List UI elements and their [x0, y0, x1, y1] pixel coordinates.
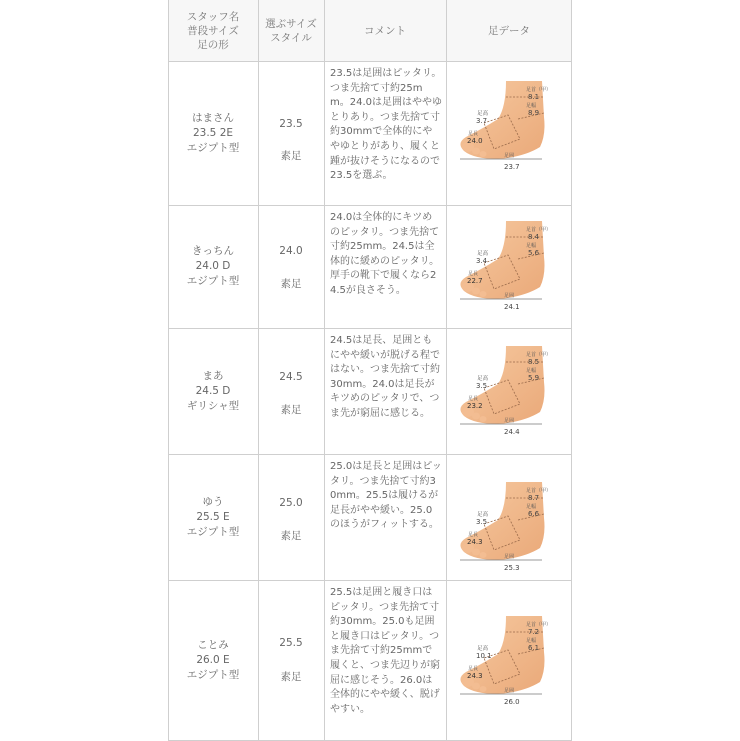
foot-diagram-icon — [454, 77, 564, 177]
table-row — [168, 580, 572, 741]
foot-height-value: 3.7 — [476, 117, 488, 125]
width-value: 5.6 — [528, 249, 540, 257]
width-label: 足幅 — [526, 638, 537, 644]
circumference-label: 足囲 — [504, 153, 515, 159]
instep-label: 足首（甲） — [526, 488, 552, 494]
toe-height-label: 足高 — [477, 111, 489, 117]
foot-diagram-icon — [454, 217, 564, 317]
circumference-label: 足囲 — [504, 293, 515, 299]
length-value: 22.7 — [467, 277, 483, 285]
foot-data-cell — [446, 61, 572, 205]
table-row — [168, 61, 572, 206]
header-foot-data: 足データ — [488, 24, 530, 37]
circumference-value: 24.1 — [504, 303, 520, 311]
selected-size: 23.5 — [279, 118, 303, 130]
circumference-label: 足囲 — [504, 688, 515, 694]
size-cell — [258, 205, 324, 328]
foot-diagram-icon — [454, 478, 564, 578]
toe-height-label: 足高 — [477, 251, 489, 257]
comment-cell: 24.5は足長、足囲ともにやや緩いが脱げる程ではない。つま先捨て寸約30mm。24.0は足長がキツめのピッタリで、つま先が窮屈に感じる。 — [330, 335, 440, 419]
selected-size: 25.0 — [279, 497, 303, 509]
size-cell — [258, 580, 324, 740]
width-label: 足幅 — [526, 368, 537, 374]
selected-size: 25.5 — [279, 637, 303, 649]
length-label: 足長 — [468, 271, 479, 277]
length-label: 足長 — [468, 396, 479, 402]
foot-data-cell — [446, 205, 572, 328]
foot-data-cell — [446, 454, 572, 580]
toe-height-label: 足高 — [477, 512, 489, 518]
table-row — [168, 328, 572, 455]
circumference-value: 25.3 — [504, 564, 520, 572]
foot-data-cell — [446, 580, 572, 740]
foot-height-value: 3.5 — [476, 382, 488, 390]
instep-value: 8.4 — [528, 233, 540, 241]
circumference-value: 26.0 — [504, 698, 520, 706]
table-row — [168, 205, 572, 329]
wear-style: 素足 — [280, 530, 302, 542]
length-label: 足長 — [468, 666, 479, 672]
size-cell — [258, 61, 324, 205]
header-staff: スタッフ名 普段サイズ 足の形 — [186, 10, 240, 51]
instep-value: 8.5 — [528, 358, 540, 366]
staff-cell: まあ 24.5 D ギリシャ型 — [186, 369, 240, 412]
foot-height-value: 10.1 — [476, 652, 492, 660]
length-value: 24.0 — [467, 137, 483, 145]
selected-size: 24.0 — [279, 245, 303, 257]
staff-cell: きっちん 24.0 D エジプト型 — [186, 245, 240, 287]
instep-value: 7.2 — [528, 628, 540, 636]
length-value: 24.3 — [467, 672, 483, 680]
width-value: 8.9 — [528, 109, 540, 117]
length-label: 足長 — [468, 532, 479, 538]
width-label: 足幅 — [526, 504, 537, 510]
size-comparison-table — [168, 0, 572, 740]
circumference-value: 23.7 — [504, 163, 520, 171]
width-value: 6.1 — [528, 644, 540, 652]
comment-cell: 23.5は足囲はピッタリ。つま先捨て寸約25mm。24.0は足囲はややゆとりあり。つま先捨て寸約30mmで全体的にややゆとりがあり、履くと踵が抜けそうになるので23.5を選ぶ。 — [330, 68, 443, 182]
instep-label: 足首（甲） — [526, 87, 552, 93]
table-header — [168, 0, 572, 62]
width-label: 足幅 — [526, 103, 537, 109]
foot-diagram-icon — [454, 342, 564, 442]
header-comment: コメント — [364, 24, 406, 37]
circumference-label: 足囲 — [504, 554, 515, 560]
comment-cell: 24.0は全体的にキツめのピッタリ。つま先捨て寸約25mm。24.5は全体的に緩めのピッタリ。厚手の靴下で履くなら24.5が良さそう。 — [330, 212, 440, 296]
table-row — [168, 454, 572, 581]
width-value: 5.9 — [528, 374, 540, 382]
foot-height-value: 3.5 — [476, 518, 488, 526]
wear-style: 素足 — [280, 404, 302, 416]
foot-data-cell — [446, 328, 572, 454]
circumference-value: 24.4 — [504, 428, 520, 436]
selected-size: 24.5 — [279, 371, 303, 383]
instep-label: 足首（甲） — [526, 622, 552, 628]
staff-cell: はまさん 23.5 2E エジプト型 — [186, 111, 240, 154]
foot-height-value: 3.4 — [476, 257, 488, 265]
circumference-label: 足囲 — [504, 418, 515, 424]
comment-cell: 25.5は足囲と履き口はピッタリ。つま先捨て寸約30mm。25.0も足囲と履き口はピッタリ。つま先捨て寸約25mmで履くと、つま先辺りが窮屈に感じそう。26.0は全体的にやや緩く、脱げやすい。 — [330, 587, 440, 715]
size-cell — [258, 454, 324, 580]
wear-style: 素足 — [280, 278, 302, 290]
staff-cell: ことみ 26.0 E エジプト型 — [186, 638, 240, 681]
instep-value: 8.7 — [528, 494, 540, 502]
comment-cell: 25.0は足長と足囲はピッタリ。つま先捨て寸約30mm。25.5は履けるが足長がやや緩い。25.0のほうがフィットする。 — [330, 461, 442, 531]
instep-value: 8.1 — [528, 93, 540, 101]
instep-label: 足首（甲） — [526, 227, 552, 233]
instep-label: 足首（甲） — [526, 352, 552, 358]
toe-height-label: 足高 — [477, 646, 489, 652]
width-value: 6.6 — [528, 510, 540, 518]
wear-style: 素足 — [280, 150, 302, 162]
length-value: 23.2 — [467, 402, 483, 410]
foot-diagram-icon — [454, 612, 564, 712]
header-size: 選ぶサイズ スタイル — [265, 17, 317, 44]
wear-style: 素足 — [280, 671, 302, 683]
width-label: 足幅 — [526, 243, 537, 249]
length-label: 足長 — [468, 131, 479, 137]
size-cell — [258, 328, 324, 454]
length-value: 24.3 — [467, 538, 483, 546]
toe-height-label: 足高 — [477, 376, 489, 382]
staff-cell: ゆう 25.5 E エジプト型 — [186, 495, 240, 538]
